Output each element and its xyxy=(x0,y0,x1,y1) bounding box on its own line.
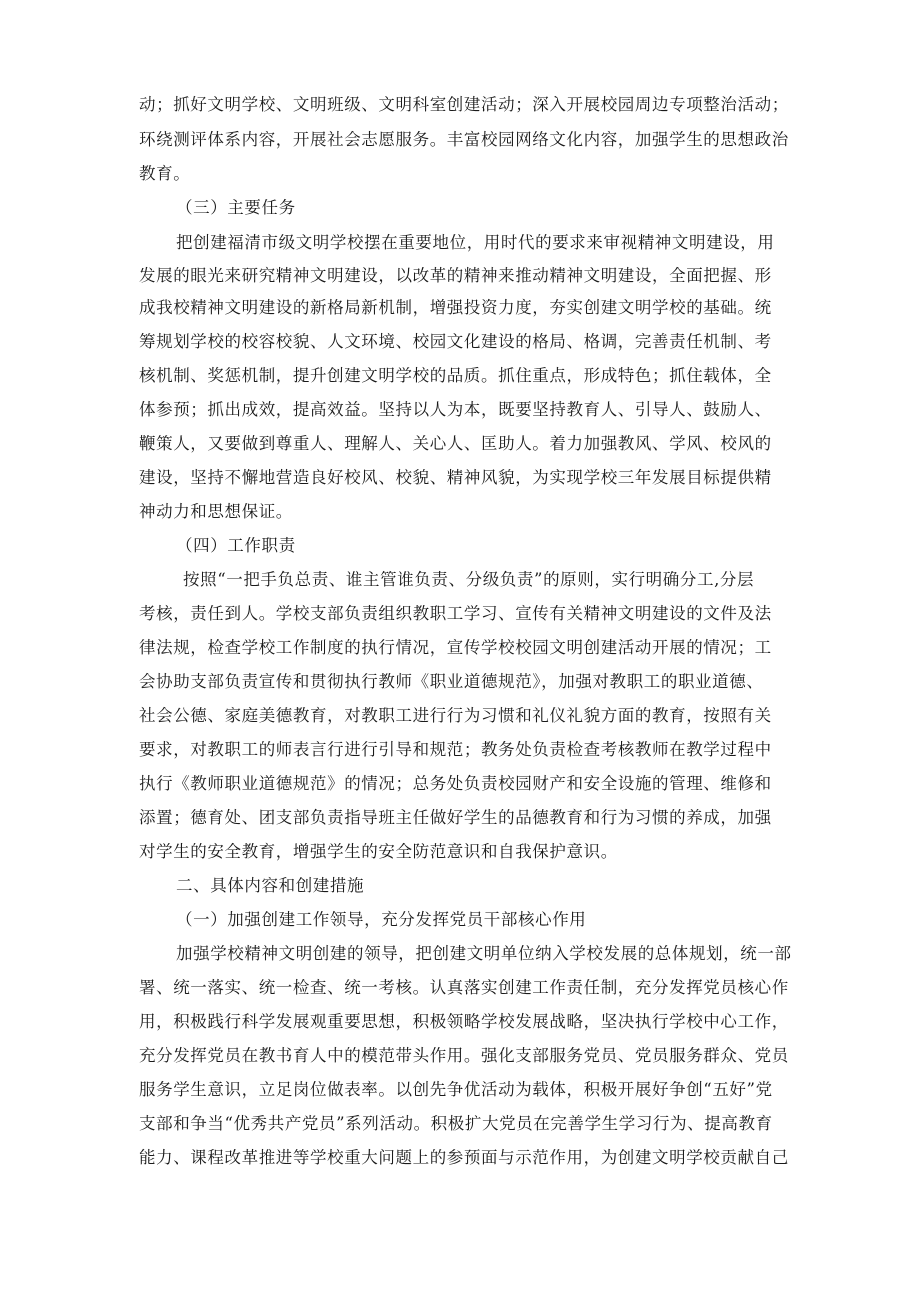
text-line: 把创建福清市级文明学校摆在重要地位，用时代的要求来审视精神文明建设，用 xyxy=(176,233,775,252)
text-line: 考核，责任到人。学校支部负责组织教职工学习、宣传有关精神文明建设的文件及法 xyxy=(139,604,772,623)
section-heading: 二、具体内容和创建措施 xyxy=(176,876,365,895)
text-line: 神动力和思想保证。 xyxy=(139,502,293,521)
text-line: 用，积极践行科学发展观重要思想，积极领略学校发展战略，坚决执行学校中心工作， xyxy=(139,1012,789,1031)
text-line: 充分发挥党员在教书育人中的模范带头作用。强化支部服务党员、党员服务群众、党员 xyxy=(139,1046,789,1065)
section-heading: （三）主要任务 xyxy=(176,198,296,217)
text-line: 教育。 xyxy=(139,164,191,183)
text-line: 按照“一把手负总责、谁主管谁负责、分级负责”的原则，实行明确分工,分层 xyxy=(183,570,755,589)
text-line: 核机制、奖惩机制，提升创建文明学校的品质。抓住重点，形成特色；抓住载体，全 xyxy=(139,366,772,385)
text-line: 筹规划学校的校容校貌、人文环境、校园文化建设的格局、格调，完善责任机制、考 xyxy=(139,332,772,351)
text-line: 服务学生意识，立足岗位做表率。以创先争优活动为载体，积极开展好争创“五好”党 xyxy=(139,1080,773,1099)
text-line: 建设，坚持不懈地营造良好校风、校貌、精神风貌，为实现学校三年发展目标提供精 xyxy=(139,468,772,487)
text-line: 要求，对教职工的师表言行进行引导和规范；教务处负责检查考核教师在教学过程中 xyxy=(139,740,772,759)
text-line: 成我校精神文明建设的新格局新机制，增强投资力度，夯实创建文明学校的基础。统 xyxy=(139,298,772,317)
text-line: 执行《教师职业道德规范》的情况；总务处负责校园财产和安全设施的管理、维修和 xyxy=(139,774,772,793)
text-line: 动；抓好文明学校、文明班级、文明科室创建活动；深入开展校园周边专项整治活动； xyxy=(139,95,789,114)
section-heading: （四）工作职责 xyxy=(176,536,296,555)
text-line: 鞭策人，又要做到尊重人、理解人、关心人、匡助人。着力加强教风、学风、校风的 xyxy=(139,434,772,453)
text-line: 会协助支部负责宣传和贯彻执行教师《职业道德规范》，加强对教职工的职业道德、 xyxy=(139,672,764,691)
text-line: 添置；德育处、团支部负责指导班主任做好学生的品德教育和行为习惯的养成，加强 xyxy=(139,808,772,827)
text-line: 发展的眼光来研究精神文明建设，以改革的精神来推动精神文明建设，全面把握、形 xyxy=(139,266,772,285)
text-line: 支部和争当“优秀共产党员”系列活动。积极扩大党员在完善学生学习行为、提高教育 xyxy=(139,1114,773,1133)
text-line: 环绕测评体系内容，开展社会志愿服务。丰富校园网络文化内容，加强学生的思想政治 xyxy=(139,130,789,149)
text-line: 加强学校精神文明创建的领导，把创建文明单位纳入学校发展的总体规划，统一部 xyxy=(176,944,792,963)
subsection-heading: （一）加强创建工作领导，充分发挥党员干部核心作用 xyxy=(176,910,587,929)
text-line: 体参预；抓出成效，提高效益。坚持以人为本，既要坚持教育人、引导人、鼓励人、 xyxy=(139,400,772,419)
text-line: 署、统一落实、统一检查、统一考核。认真落实创建工作责任制，充分发挥党员核心作 xyxy=(139,978,789,997)
text-line: 社会公德、家庭美德教育，对教职工进行行为习惯和礼仪礼貌方面的教育，按照有关 xyxy=(139,706,772,725)
text-line: 能力、课程改革推进等学校重大问题上的参预面与示范作用，为创建文明学校贡献自己 xyxy=(139,1148,789,1167)
text-line: 对学生的安全教育，增强学生的安全防范意识和自我保护意识。 xyxy=(139,842,618,861)
text-line: 律法规，检查学校工作制度的执行情况，宣传学校校园文明创建活动开展的情况；工 xyxy=(139,638,772,657)
